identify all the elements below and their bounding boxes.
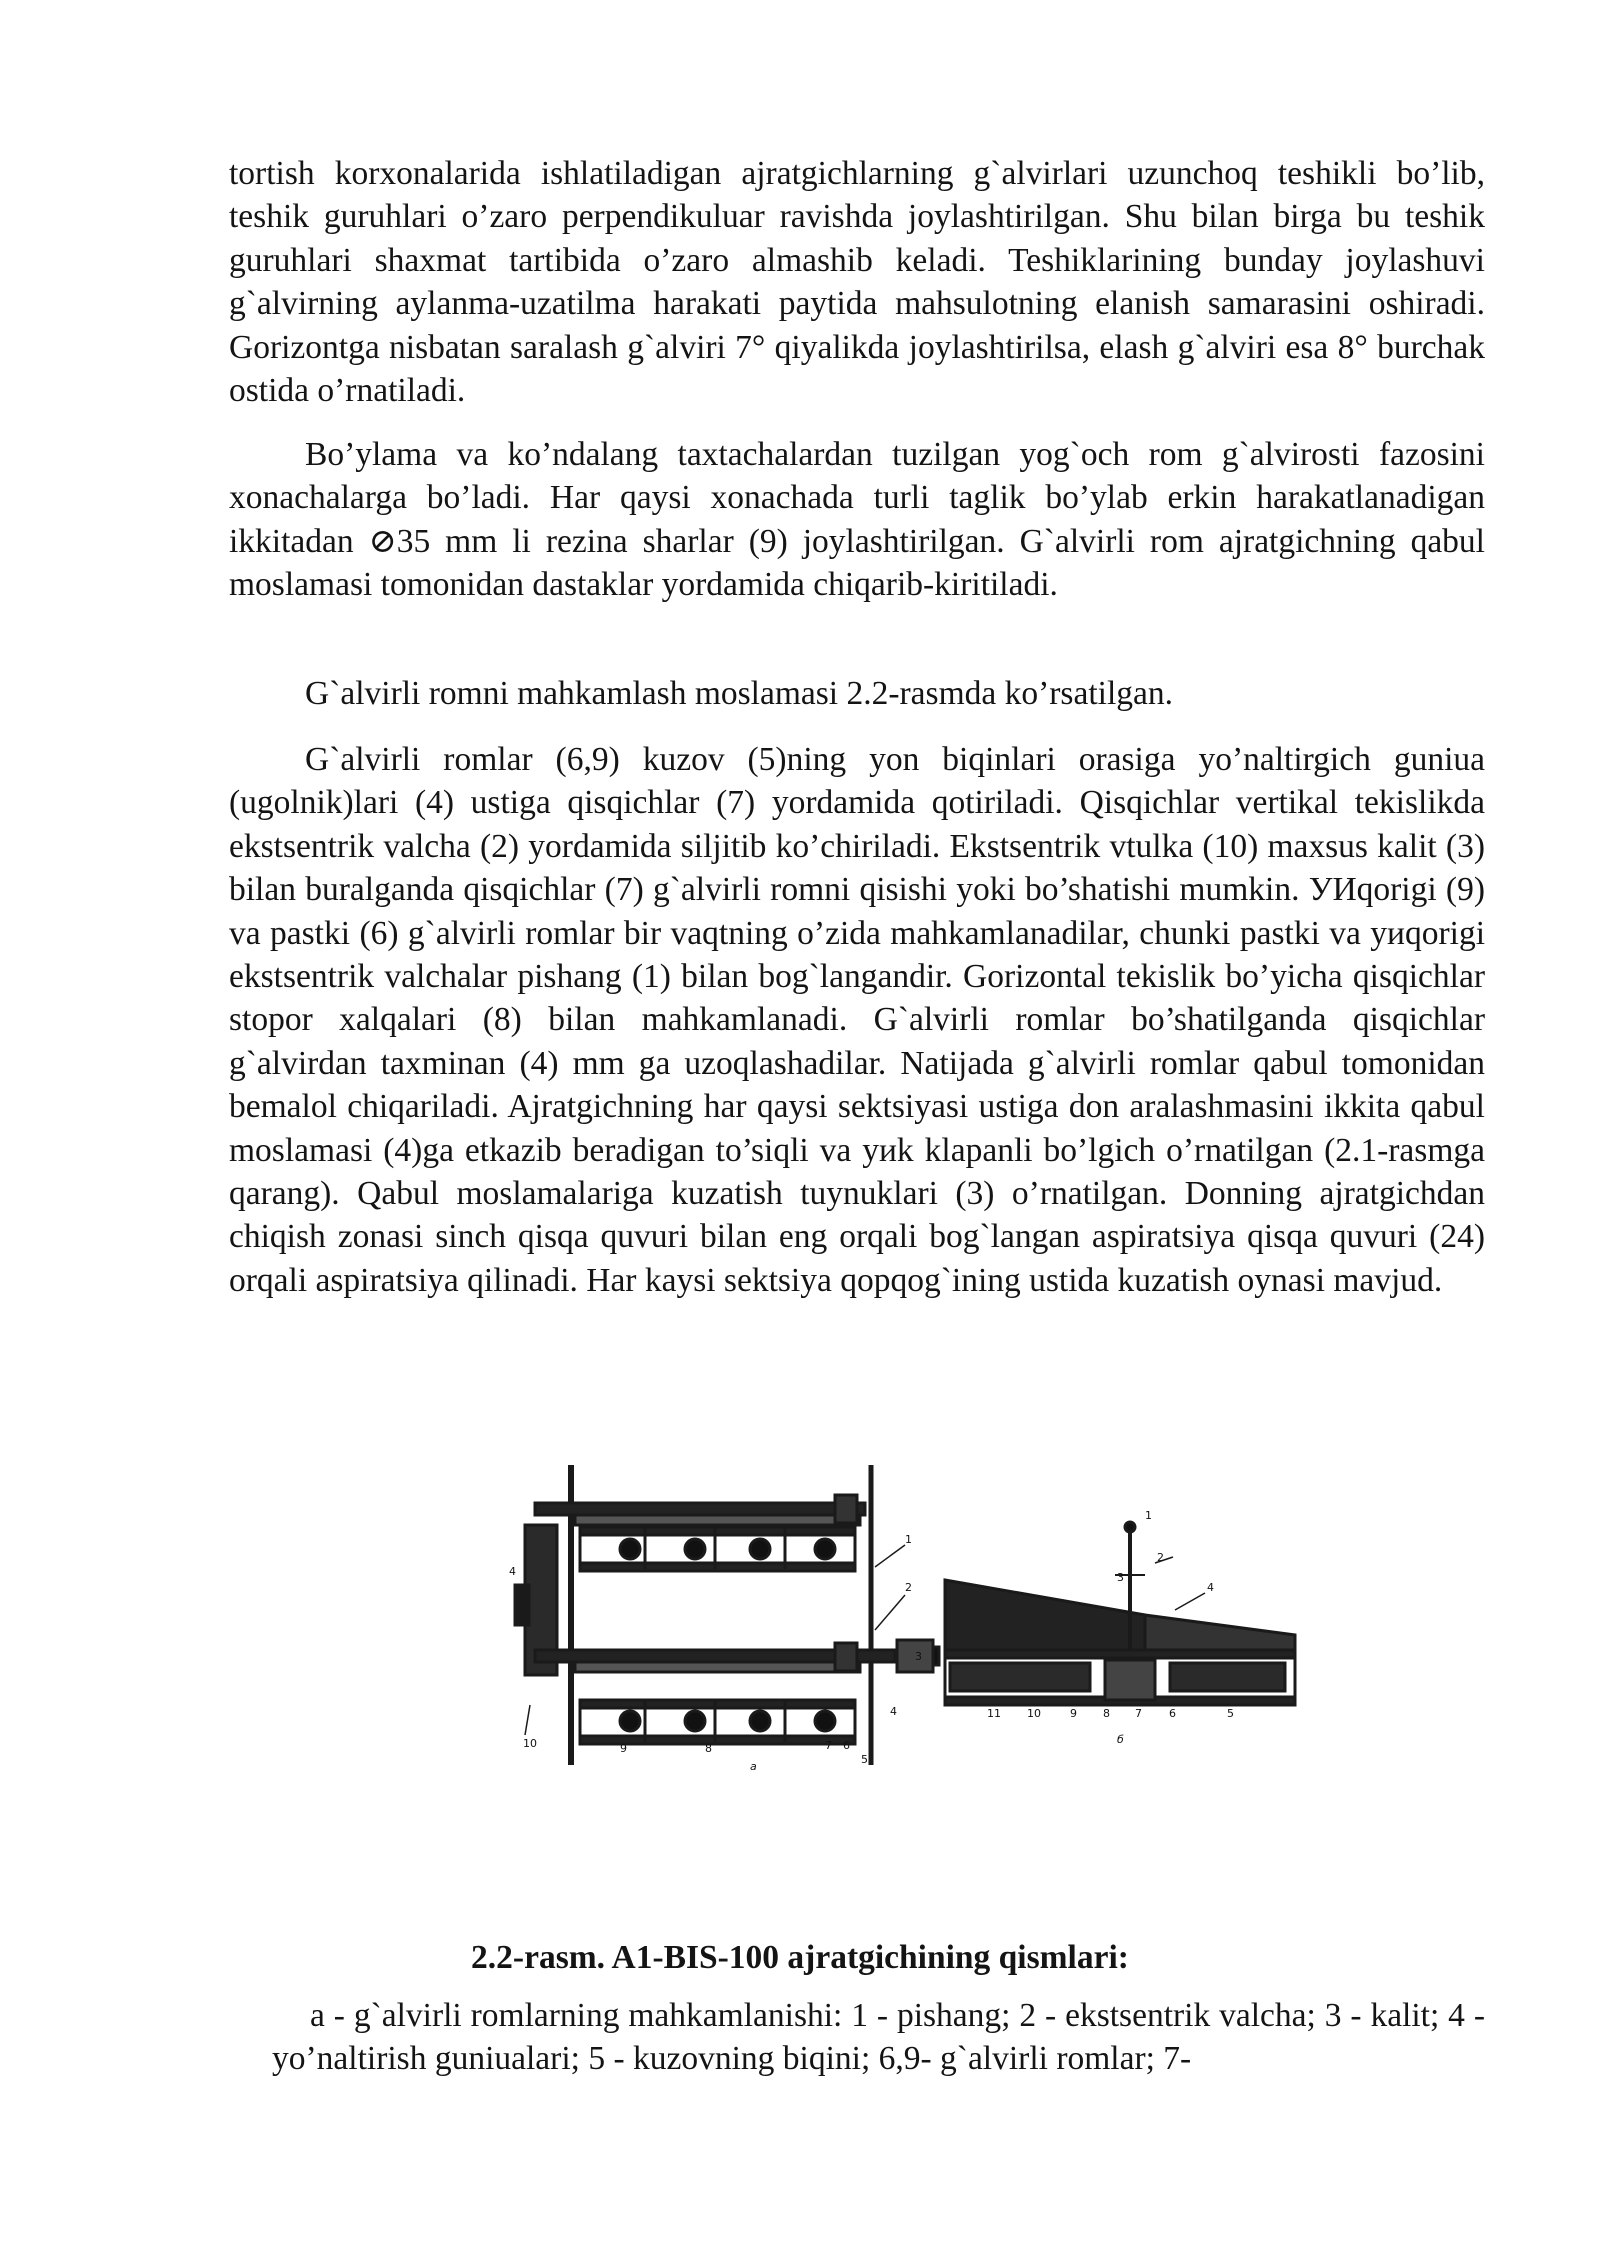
fig-a-sublabel: a — [750, 1760, 757, 1773]
fig-a-label-2: 2 — [905, 1581, 912, 1594]
figure-caption-title: 2.2-rasm. A1-BIS-100 ajratgichining qismlari: — [471, 1939, 1129, 1976]
paragraph-2: Bo’ylama va ko’ndalang taxtachalardan tuzilgan yog`och rom g`alvirosti fazosini xonachalarga bo’ladi. Har qaysi xonachada turli taglik bo’ylab erkin harakatlanadigan ikkitadan ⊘35 mm li rezina sharlar (9) joylashtirilgan. G`alvirli rom ajratgichning qabul moslamasi tomonidan dastaklar yordamida chiqarib-kiritiladi. — [229, 436, 1485, 604]
fig-a-label-3: 3 — [915, 1650, 922, 1663]
paragraph-1: tortish korxonalarida ishlatiladigan ajratgichlarning g`alvirlari uzunchoq teshikli bo’lib, teshik guruhlari o’zaro perpendikuluar ravishda joylashtirilgan. Shu bilan birga bu teshik guruhlari shaxmat tartibida o’zaro almashib keladi. Teshiklarining bunday joylashuvi g`alvirning aylanma-uzatilma harakati paytida mahsulotning elanish samarasini oshiradi. Gorizontga nisbatan saralash g`alviri 7° qiyalikda joylashtirilsa, elash g`alviri esa 8° burchak ostida o’rnatiladi. — [229, 155, 1485, 410]
fig-a-label-1: 1 — [905, 1533, 912, 1546]
fig-b-label-8: 8 — [1103, 1707, 1110, 1720]
figure-b-section-view — [945, 1522, 1295, 1705]
fig-b-label-3: 3 — [1117, 1571, 1124, 1584]
fig-b-label-4: 4 — [1207, 1581, 1214, 1594]
paragraph-4: G`alvirli romlar (6,9) kuzov (5)ning yon biqinlari orasiga yo’naltirgich guniua (ugolnik)lari (4) ustiga qisqichlar (7) yordamida qotiriladi. Qisqichlar vertikal tekislikda ekstsentrik valcha (2) yordamida siljitib ko’chiriladi. Ekstsentrik vtulka (10) maxsus kalit (3) bilan buralganda qisqichlar (7) g`alvirli romni qisishi yoki bo’shatishi mumkin. УИqorigi (9) va pastki (6) g`alvirli romlar bir vaqtning o’zida mahkamlanadilar, chunki pastki va уиqorigi ekstsentrik valchalar pishang (1) bilan bog`langandir. Gorizontal tekislik bo’yicha qisqichlar stopor xalqalari (8) bilan mahkamlanadi. G`alvirli romlar bo’shatilganda qisqichlar g`alvirdan taxminan (4) mm ga uzoqlashadilar. Natijada g`alvirli romlar qabul tomonidan bemalol chiqariladi. Ajratgichning har qaysi sektsiyasi ustiga don aralashmasini ikkita qabul moslamasi (4)ga etkazib beradigan to’siqli va уиk klapanli bo’lgich o’rnatilgan (2.1-rasmga qarang). Qabul moslamalariga kuzatish tuynuklari (3) o’rnatilgan. Donning ajratgichdan chiqish zonasi sinch qisqa quvuri bilan eng orqali bog`langan aspiratsiya qisqa quvuri (24) orqali aspiratsiya qilinadi. Har kaysi sektsiya qopqog`ining ustida kuzatish oynasi mavjud. — [229, 741, 1485, 1299]
fig-a-label-7: 7 — [825, 1739, 832, 1752]
fig-b-label-11: 11 — [987, 1707, 1001, 1720]
fig-a-label-4-left: 4 — [509, 1565, 516, 1578]
fig-b-label-6: 6 — [1169, 1707, 1176, 1720]
fig-a-label-5: 5 — [861, 1753, 868, 1766]
fig-a-label-6: 6 — [843, 1739, 850, 1752]
fig-a-label-9: 9 — [620, 1742, 627, 1755]
fig-b-label-1: 1 — [1145, 1509, 1152, 1522]
fig-b-label-2: 2 — [1157, 1551, 1164, 1564]
fig-b-sublabel: б — [1117, 1733, 1124, 1746]
fig-b-label-9: 9 — [1070, 1707, 1077, 1720]
separator-parts-figure — [505, 1465, 1335, 1785]
paragraph-3: G`alvirli romni mahkamlash moslamasi 2.2-rasmda ko’rsatilgan. — [305, 675, 1174, 712]
figure-a-frame-mounting — [515, 1465, 939, 1765]
fig-a-label-8: 8 — [705, 1742, 712, 1755]
fig-a-label-4: 4 — [890, 1705, 897, 1718]
figure-caption-text: a - g`alvirli romlarning mahkamlanishi: 1 - pishang; 2 - ekstsentrik valcha; 3 - kalit; 4 - yo’naltirish guniualari; 5 - kuzovning biqini; 6,9- g`alvirli romlar; 7- — [272, 1997, 1485, 2078]
fig-a-label-10: 10 — [523, 1737, 537, 1750]
fig-b-label-5: 5 — [1227, 1707, 1234, 1720]
fig-b-label-10: 10 — [1027, 1707, 1041, 1720]
fig-b-label-7: 7 — [1135, 1707, 1142, 1720]
